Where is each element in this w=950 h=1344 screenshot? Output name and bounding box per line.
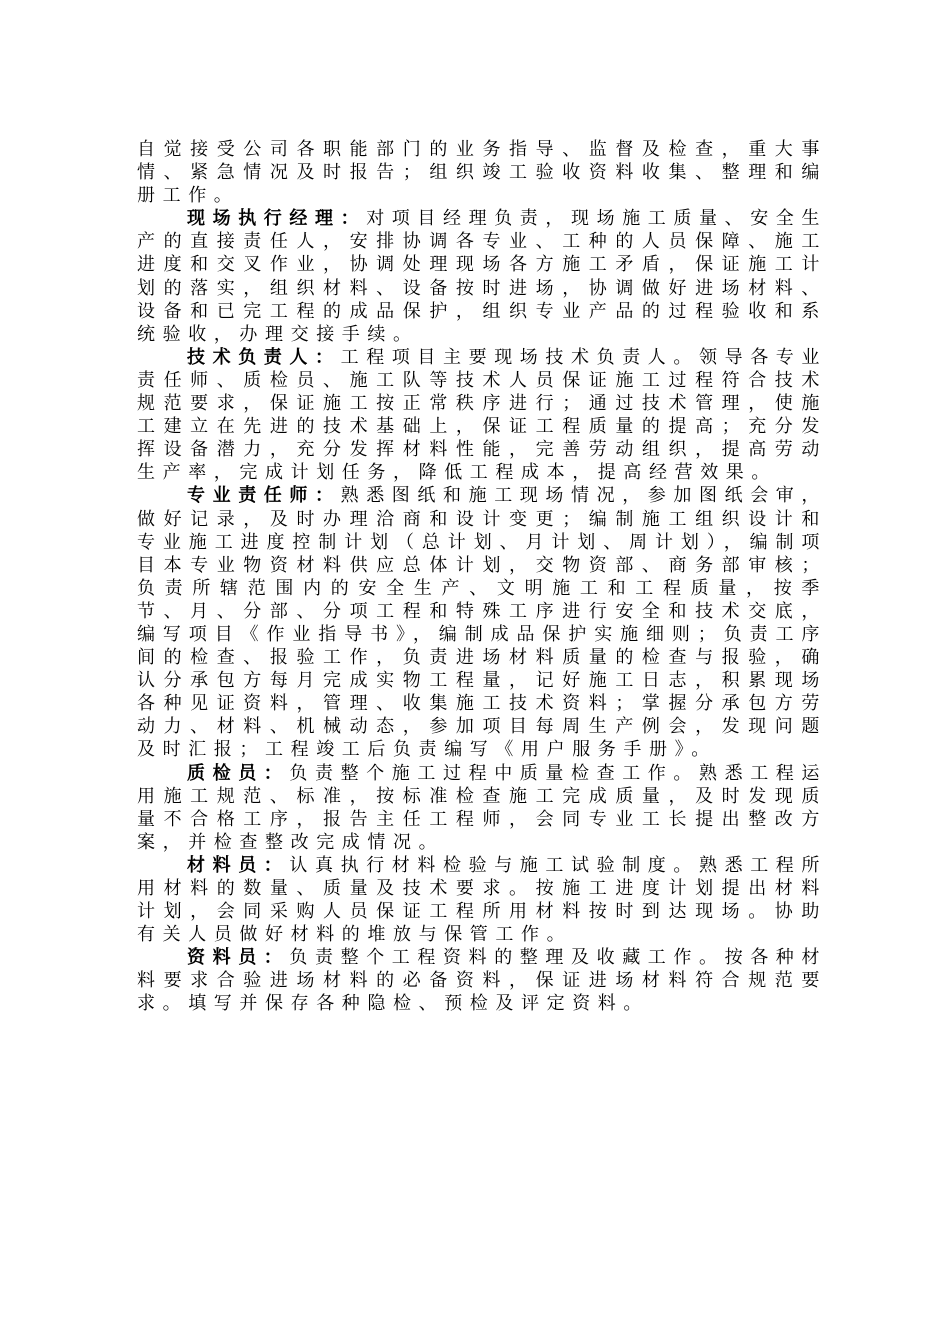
paragraph-text: 工程项目主要现场技术负责人。领导各专业责任师、质检员、施工队等技术人员保证施工过程符合技术规范要求，保证施工按正常秩序进行；通过技术管理，使施工建立在先进的技术基础上，保证工程质量的提高；充分发挥设备潜力，充分发挥材料性能，完善劳动组织，提高劳动生产率，完成计划任务，降低工程成本，提高经营效果。	[137, 346, 828, 484]
document-body	[137, 138, 827, 1016]
role-heading: 专业责任师：	[187, 485, 341, 507]
paragraph-materials-officer	[137, 854, 827, 946]
paragraph-specialty-engineer	[137, 484, 827, 761]
role-heading: 材料员：	[187, 854, 290, 876]
paragraph-quality-inspector	[137, 762, 827, 854]
role-heading: 技术负责人：	[187, 346, 341, 368]
paragraph-site-executive-manager	[137, 207, 827, 346]
paragraph-text: 负责整个施工过程中质量检查工作。熟悉工程运用施工规范、标准，按标准检查施工完成质量，及时发现质量不合格工序，报告主任工程师，会同专业工长提出整改方案，并检查整改完成情况。	[137, 762, 828, 853]
paragraph-intro	[137, 138, 827, 207]
paragraph-text: 对项目经理负责，现场施工质量、安全生产的直接责任人，安排协调各专业、工种的人员保障、施工进度和交叉作业，协调处理现场各方施工矛盾，保证施工计划的落实，组织材料、设备按时进场，协调做好进场材料、设备和已完工程的成品保护，组织专业产品的过程验收和系统验收，办理交接手续。	[137, 208, 828, 345]
paragraph-text: 负责整个工程资料的整理及收藏工作。按各种材料要求合验进场材料的必备资料，保证进场材料符合规范要求。填写并保存各种隐检、预检及评定资料。	[137, 947, 828, 1015]
role-heading: 现场执行经理：	[187, 208, 367, 230]
paragraph-text: 熟悉图纸和施工现场情况，参加图纸会审，做好记录，及时办理洽商和设计变更；编制施工组织设计和专业施工进度控制计划（总计划、月计划、周计划），编制项目本专业物资材料供应总体计划，交物资部、商务部审核；负责所辖范围内的安全生产、文明施工和工程质量，按季节、月、分部、分项工程和特殊工序进行安全和技术交底，编写项目《作业指导书》，编制成品保护实施细则；负责工序间的检查、报验工作，负责进场材料质量的检查与报验，确认分承包方每月完成实物工程量，记好施工日志，积累现场各种见证资料，管理、收集施工技术资料；掌握分承包方劳动力、材料、机械动态，参加项目每周生产例会，发现问题及时汇报；工程竣工后负责编写《用户服务手册》。	[137, 485, 828, 761]
paragraph-text: 自觉接受公司各职能部门的业务指导、监督及检查，重大事情、紧急情况及时报告；组织竣工验收资料收集、整理和编册工作。	[137, 139, 827, 207]
paragraph-text: 认真执行材料检验与施工试验制度。熟悉工程所用材料的数量、质量及技术要求。按施工进度计划提出材料计划，会同采购人员保证工程所用材料按时到达现场。协助有关人员做好材料的堆放与保管工作。	[137, 854, 828, 946]
paragraph-documents-officer	[137, 946, 827, 1015]
paragraph-technical-lead	[137, 346, 827, 485]
role-heading: 质检员：	[187, 762, 290, 784]
role-heading: 资料员：	[187, 947, 290, 969]
